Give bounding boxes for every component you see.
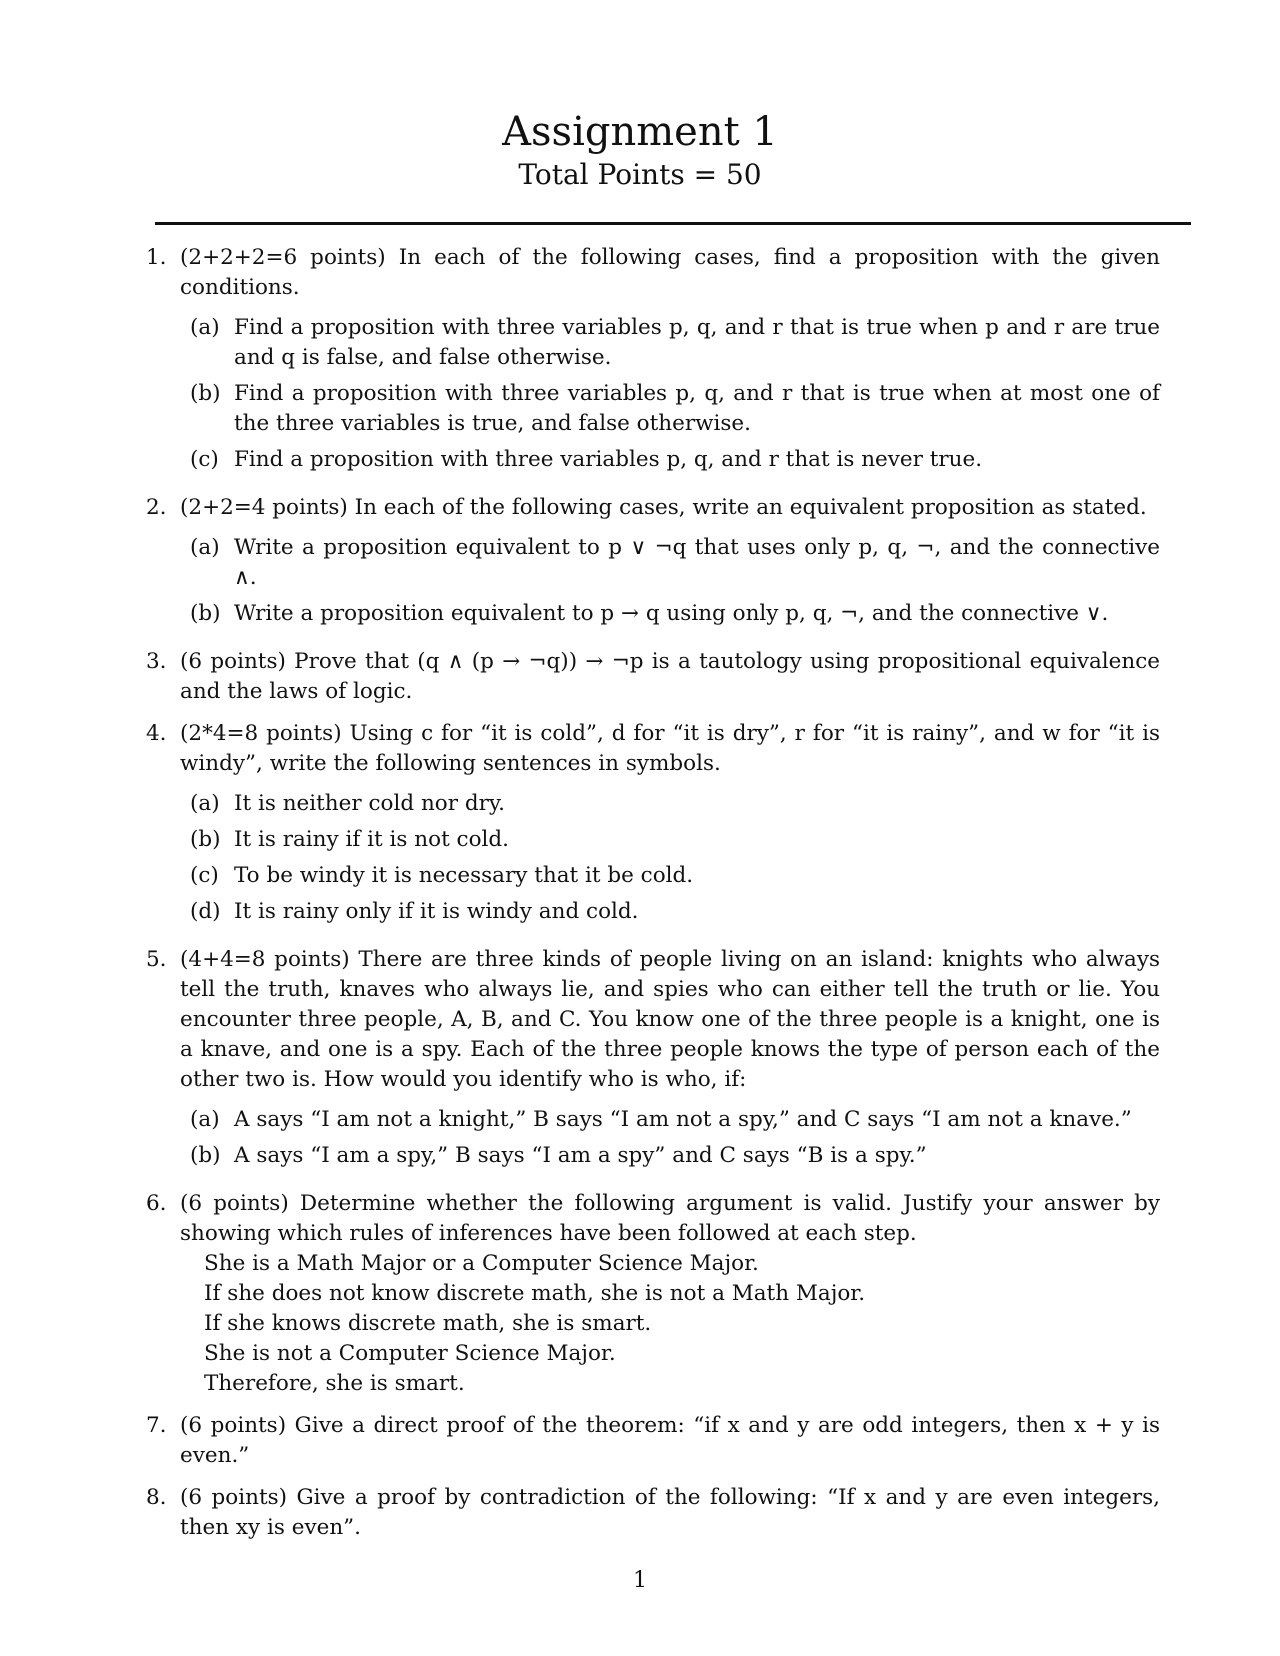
problem-1: [146, 243, 1160, 481]
subproblem-label: (c): [190, 863, 219, 888]
subproblem-label: (a): [190, 791, 220, 816]
subproblem-label: (c): [190, 447, 219, 472]
subproblem-2a: [190, 533, 1160, 593]
header-divider: [155, 222, 1191, 225]
problem-number: 4.: [146, 721, 167, 746]
problem-7: [146, 1411, 1160, 1471]
subproblem-5b: [190, 1141, 1160, 1171]
subproblem-text: To be windy it is necessary that it be cold.: [234, 863, 694, 888]
argument-block: [204, 1249, 1160, 1399]
problem-3: [146, 647, 1160, 707]
subproblem-text: A says “I am not a knight,” B says “I am not a spy,” and C says “I am not a knave.”: [234, 1107, 1132, 1132]
subproblem-1b: [190, 379, 1160, 439]
problem-number: 5.: [146, 947, 167, 972]
total-points: Total Points = 50: [518, 158, 762, 191]
problem-number: 2.: [146, 495, 167, 520]
subproblem-label: (a): [190, 1107, 220, 1132]
problem-number: 7.: [146, 1413, 167, 1438]
problem-number: 3.: [146, 649, 167, 674]
subproblem-1c: [190, 445, 1160, 475]
subproblem-text: It is rainy only if it is windy and cold.: [234, 899, 639, 924]
argument-premise: If she does not know discrete math, she is not a Math Major.: [204, 1281, 866, 1306]
subproblem-text: Find a proposition with three variables p, q, and r that is true when at most one of the three variables is true, and false otherwise.: [234, 381, 1160, 436]
subproblem-label: (d): [190, 899, 221, 924]
problem-number: 1.: [146, 245, 167, 270]
subproblem-text: Find a proposition with three variables p, q, and r that is true when p and r are true and q is false, and false otherwise.: [234, 315, 1160, 370]
argument-premise: If she knows discrete math, she is smart.: [204, 1311, 652, 1336]
problem-8: [146, 1483, 1160, 1543]
subproblem-4b: [190, 825, 1160, 855]
subproblem-text: A says “I am a spy,” B says “I am a spy” and C says “B is a spy.”: [234, 1143, 927, 1168]
argument-premise: She is a Math Major or a Computer Science Major.: [204, 1251, 759, 1276]
subproblem-5a: [190, 1105, 1160, 1135]
problem-5: [146, 945, 1160, 1177]
subproblem-text: Write a proposition equivalent to p ∨ ¬q that uses only p, q, ¬, and the connective ∧.: [234, 535, 1160, 590]
subproblem-label: (b): [190, 601, 221, 626]
problem-text: (6 points) Determine whether the following argument is valid. Justify your answer by showing which rules of inferences have been followed at each step.: [180, 1191, 1160, 1246]
subproblem-text: It is neither cold nor dry.: [234, 791, 506, 816]
argument-premise: She is not a Computer Science Major.: [204, 1341, 616, 1366]
subproblem-label: (a): [190, 535, 220, 560]
page-number: 1: [633, 1568, 647, 1593]
subproblem-label: (b): [190, 1143, 221, 1168]
problem-text: (2+2=4 points) In each of the following cases, write an equivalent proposition as stated.: [180, 495, 1147, 520]
problem-number: 8.: [146, 1485, 167, 1510]
subproblem-text: Find a proposition with three variables p, q, and r that is never true.: [234, 447, 983, 472]
problem-text: (2+2+2=6 points) In each of the following cases, find a proposition with the given conditions.: [180, 245, 1160, 300]
problem-6: [146, 1189, 1160, 1399]
subproblem-2b: [190, 599, 1160, 629]
problem-text: (2*4=8 points) Using c for “it is cold”, d for “it is dry”, r for “it is rainy”, and w for “it is windy”, write the following sentences in symbols.: [180, 721, 1160, 776]
subproblem-label: (a): [190, 315, 220, 340]
problem-number: 6.: [146, 1191, 167, 1216]
subproblem-4a: [190, 789, 1160, 819]
subproblem-text: It is rainy if it is not cold.: [234, 827, 509, 852]
subproblem-text: Write a proposition equivalent to p → q using only p, q, ¬, and the connective ∨.: [234, 601, 1109, 626]
problem-text: (6 points) Give a proof by contradiction of the following: “If x and y are even integers, then xy is even”.: [180, 1485, 1160, 1540]
problem-4: [146, 719, 1160, 933]
problem-list: [146, 243, 1160, 1555]
problem-text: (6 points) Give a direct proof of the theorem: “if x and y are odd integers, then x + y is even.”: [180, 1413, 1160, 1468]
subproblem-label: (b): [190, 827, 221, 852]
subproblem-label: (b): [190, 381, 221, 406]
subproblem-4d: [190, 897, 1160, 927]
page-title: Assignment 1: [502, 109, 778, 155]
problem-text: (4+4=8 points) There are three kinds of people living on an island: knights who always tell the truth, knaves who always lie, and spies who can either tell the truth or lie. You encounter three people, A, B, and C. You know one of the three people is a knight, one is a knave, and one is a spy. Each of the three people knows the type of person each of the other two is. How would you identify who is who, if:: [180, 947, 1160, 1092]
subproblem-4c: [190, 861, 1160, 891]
subproblem-1a: [190, 313, 1160, 373]
problem-text: (6 points) Prove that (q ∧ (p → ¬q)) → ¬p is a tautology using propositional equivalence and the laws of logic.: [180, 649, 1160, 704]
argument-conclusion: Therefore, she is smart.: [204, 1371, 465, 1396]
problem-2: [146, 493, 1160, 635]
